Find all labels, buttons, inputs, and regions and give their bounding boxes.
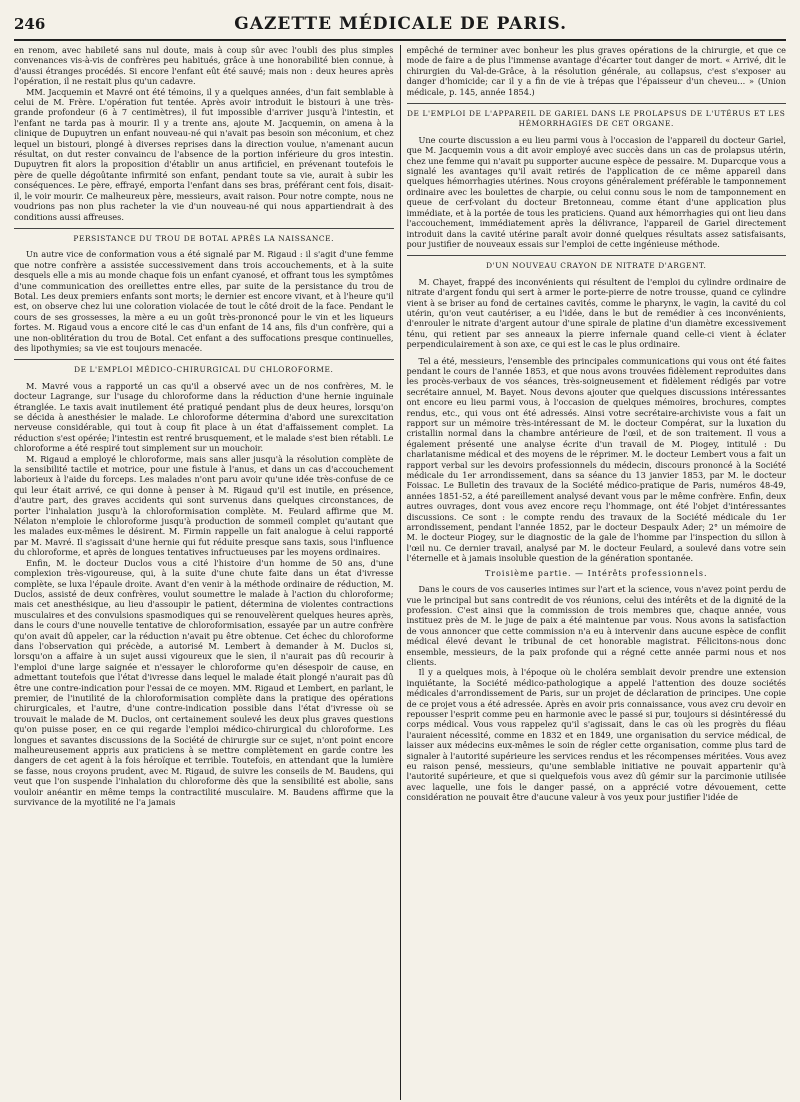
paragraph: en renom, avec habileté sans nul doute, mais à coup sûr avec l'oubli des plus simples convenances vis-à-vis de confrères peu habitués, grâce à une honorabilité bien connue, à d'aussi étranges procédés. Si encore l'enfant eût été sauvé; mais non : deux heures après l'opération, il ne restait plus qu'un cadavre. [14,45,394,87]
paragraph: Dans le cours de vos causeries intimes sur l'art et la science, vous n'avez point perdu de vue le principal but sans contredit de vos réunions, celui des intérêts et de la dignité de la profession. C'est ainsi que la commission de trois membres que, chaque année, vous instituez près de M. le juge de paix a été maintenue par vous. Nous avons la satisfaction de vous annoncer que cette commission n'a eu à intervenir dans aucune espèce de conflit médical élevé devant le tribunal de cet honorable magistrat. Félicitons-nous donc ensemble, messieurs, de la paix profonde qui a régné cette année parmi nous et nos clients. [406,584,786,667]
column-divider [400,45,401,1100]
page-number: 246 [14,15,46,33]
journal-title: GAZETTE MÉDICALE DE PARIS. [234,14,567,34]
paragraph: Une courte discussion a eu lieu parmi vous à l'occasion de l'appareil du docteur Gariel, que M. Jacquemin vous a dit avoir employé avec succès dans un cas de prolapsus utérin, chez une femme qui n'avait pu supporter aucune espèce de pessaire. M. Duparcque vous a signalé les avantages qu'il avait retirés de l'application de ce même appareil dans quelques hémorrhagies utérines. Nous croyons généralement préférable le tamponnement ordinaire avec les boulettes de charpie, ou celui connu sous le nom de tamponnement en queue de cerf-volant du docteur Bretonneau, comme étant d'une application plus immédiate, et à la portée de tous les praticiens. Quand aux hémorrhagies qui ont lieu dans l'accouchement, immédiatement après la délivrance, l'appareil de Gariel directement introduit dans la cavité utérine paraît avoir donné quelques résultats assez satisfaisants, pour justifier de nouveaux essais sur l'emploi de cette ingénieuse méthode. [406,134,786,249]
two-column-body [14,45,786,1100]
section-heading-chloroforme: DE L'EMPLOI MÉDICO-CHIRURGICAL DU CHLOROFORME. [14,359,394,375]
right-column [407,45,787,1100]
paragraph: Enfin, M. le docteur Duclos vous a cité l'histoire d'un homme de 50 ans, d'une complexion très-vigoureuse, qui, à la suite d'une chute faite dans un état d'ivresse complète, se luxa l'épaule droite. Avant d'en venir à la méthode ordinaire de réduction, M. Duclos, assisté de deux confrères, voulut soumettre le malade à l'action du chloroforme; mais cet anesthésique, au lieu d'assoupir le patient, détermina de violentes contractions musculaires et des convulsions spasmodiques qui se renouvelèrent quelques heures après, dans le cours d'une nouvelle tentative de chloroformisation, essayée par un autre confrère qu'on avait dû appeler, car la réduction n'avait pu être obtenue. Cet échec du chloroforme dans l'observation qui précède, a autorisé M. Lembert à demander à M. Duclos si, lorsqu'on a affaire à un sujet aussi vigoureux que le sien, il n'aurait pas dû recourir à l'emploi d'une large saignée et n'essayer le chloroforme qu'en désespoir de cause, en admettant toutefois que l'état d'ivresse dans lequel le malade était plongé n'aurait pas dû être une contre-indication pour l'essai de ce moyen. MM. Rigaud et Lembert, en parlant, le premier, de l'inutilité de la chloroformisation complète dans la pratique des opérations chirurgicales, et l'autre, d'une contre-indication possible dans l'état d'ivresse où se trouvait le malade de M. Duclos, ont certainement soulevé les deux plus graves questions qu'on puisse poser, en ce qui regarde l'emploi médico-chirurgical du chloroforme. Les longues et savantes discussions de la Société de chirurgie sur ce sujet, n'ont point encore malheureusement appris aux praticiens à se mettre complètement en garde contre les dangers de cet agent à la fois héroïque et terrible. Toutefois, en attendant que la lumière se fasse, nous croyons prudent, avec M. Rigaud, de suivre les conseils de M. Baudens, qui veut que l'on suspende l'inhalation du chloroforme dès que la sensibilité est abolie, sans vouloir anéantir en même temps la contractilité musculaire. M. Baudens affirme que la survivance de la myotilité ne l'a jamais [14,557,394,808]
section-heading-crayon: D'UN NOUVEAU CRAYON DE NITRATE D'ARGENT. [407,255,787,271]
section-heading-botal: PERSISTANCE DU TROU DE BOTAL APRÈS LA NAISSANCE. [14,228,394,244]
part-heading: Troisième partie. — Intérêts professionnels. [484,568,708,578]
paragraph: empêché de terminer avec bonheur les plus graves opérations de la chirurgie, et que ce mode de faire a de plus l'immense avantage d'écarter tout danger de mort. « Arrivé, dit le chirurgien du Val-de-Grâce, à la résolution générale, au collapsus, c'est s'exposer au danger d'homicide; car il y a fin de vie à trépas que l'épaisseur d'un cheveu... » (Union médicale, p. 145, année 1854.) [406,45,786,97]
paragraph: Tel a été, messieurs, l'ensemble des principales communications qui vous ont été faites pendant le cours de l'année 1853, et que nous avons trouvées fidèlement reproduites dans les procès-verbaux de vos séances, très-soigneusement et fidèlement rédigés par votre secrétaire annuel, M. Bayet. Nous devons ajouter que quelques discussions intéressantes ont encore eu lieu parmi vous, à l'occasion de quelques mémoires, brochures, comptes rendus, etc., qui vous ont été adressés. Ainsi votre secrétaire-archiviste vous a fait un rapport sur un mémoire très-intéressant de M. le docteur Compérat, sur la luxation du cristallin normal dans la chambre antérieure de l'œil, et de son traitement. Il vous a également présenté une analyse écrite d'un travail de M. Piogey, intitulé : Du charlatanisme médical et des moyens de le réprimer. M. le docteur Lembert vous a fait un rapport verbal sur les devoirs professionnels du médecin, discours prononcé à la Société médicale du 1er arrondissement, dans sa séance du 13 janvier 1853, par M. le docteur Foissac. Le Bulletin des travaux de la Société médico-pratique de Paris, numéros 48-49, années 1851-52, a été pareillement analysé devant vous par le même confrère. Enfin, deux autres ouvrages, dont vous avez encore reçu l'hommage, ont été l'objet d'intéressantes discussions. Ce sont : le compte rendu des travaux de la Société médicale du 1er arrondissement, pendant l'année 1852, par le docteur Despaulx Ader; 2° un mémoire de M. le docteur Piogey, sur le diagnostic de la gale de l'homme par l'inspection du sillon à l'œil nu. Ce dernier travail, analysé par M. le docteur Feulard, a soulevé dans votre sein l'éternelle et à jamais insoluble question de la génération spontanée. [406,355,786,564]
paragraph: M. Mavré vous a rapporté un cas qu'il a observé avec un de nos confrères, M. le docteur Lagrange, sur l'usage du chloroforme dans la réduction d'une hernie inguinale étranglée. Le taxis avait inutilement été pratiqué pendant plus de deux heures, lorsqu'on se décida à anesthésier le malade. Le chloroforme détermina d'abord une surexcitation nerveuse considérable, qui tout à coup fit place à un état d'affaissement complet. La réduction s'est opérée; l'intestin est rentré brusquement, et le malade s'est bien rétabli. Le chloroforme a été respiré tout simplement sur un mouchoir. [14,380,394,454]
left-column [14,45,394,1100]
paragraph: Il y a quelques mois, à l'époque où le choléra semblait devoir prendre une extension inquiétante, la Société médico-pathologique a appelé l'attention des douze sociétés médicales d'arrondissement de Paris, sur un projet de déclaration de principes. Une copie de ce projet vous a été adressée. Après en avoir pris connaissance, vous avez cru devoir en repousser l'esprit comme peu en harmonie avec le passé si pur, toujours si désintéressé du corps médical. Vous vous rappelez qu'il s'agissait, dans le cas où les progrès du fléau l'auraient nécessité, comme en 1832 et en 1849, une organisation du service médical, de laisser aux médecins eux-mêmes le soin de régler cette organisation, comme plus tard de signaler à l'autorité supérieure les services rendus et les récompenses méritées. Vous avez eu raison pensé, messieurs, qu'une semblable initiative ne pouvait appartenir qu'à l'autorité supérieure, et que si quelquefois vous avez dû gémir sur la parcimonie utilisée avec laquelle, une fois le danger passé, on a apprécié votre dévouement, cette considération ne pouvait être d'aucune valeur à vos yeux pour justifier l'idée de [406,667,786,803]
paragraph: Un autre vice de conformation vous a été signalé par M. Rigaud : il s'agit d'une femme que notre confrère a assistée successivement dans trois accouchements, et à la suite desquels elle a mis au monde chaque fois un enfant cyanosé, et offrant tous les symptômes d'une communication des oreillettes entre elles, par suite de la persistance du trou de Botal. Les deux premiers enfants sont morts; le dernier est encore vivant, et à l'heure qu'il est, on observe chez lui une coloration violacée de tout le côté droit de la face. Pendant le cours de ses grossesses, la mère a eu un goût très-prononcé pour le vin et les liqueurs fortes. M. Rigaud vous a encore cité le cas d'un enfant de 14 ans, fils d'un confrère, qui a une non-oblitération du trou de Botal. Cet enfant a des suffocations presque continuelles, des lipothymies; sa vie est toujours menacée. [14,249,394,353]
paragraph: MM. Jacquemin et Mavré ont été témoins, il y a quelques années, d'un fait semblable à celui de M. Frère. L'opération fut tentée. Après avoir introduit le bistouri à une très-grande profondeur (6 à 7 centimètres), il fut impossible d'arriver jusqu'à l'intestin, et l'enfant ne tarda pas à mourir. Il y a trente ans, ajoute M. Jacquemin, on amena à la clinique de Dupuytren un enfant nouveau-né qui n'avait pas besoin son méconium, et chez lequel un bistouri, plongé à diverses reprises dans la direction voulue, n'amenant aucun résultat, on dut rester convaincu de l'absence de la portion inférieure du gros intestin. Dupuytren fit alors la proposition d'établir un anus artificiel, en prévenant toutefois le père de quelle dégoûtante infirmité son enfant, pendant toute sa vie, aurait à subir les conséquences. Le père, effrayé, emporta l'enfant dans ses bras, préférant cent fois, disait-il, le voir mourir. Ce malheureux père, messieurs, avait raison. Pour notre compte, nous ne voudrions pas non plus racheter la vie d'un nouveau-né qui nous appartiendrait à des conditions aussi affreuses. [14,86,394,222]
paragraph: M. Rigaud a employé le chloroforme, mais sans aller jusqu'à la résolution complète de la sensibilité tactile et motrice, pour une fistule à l'anus, et dans un cas d'accouchement laborieux à l'aide du forceps. Les malades n'ont paru avoir qu'une idée très-confuse de ce qui leur était arrivé, ce qui donne à penser à M. Rigaud qu'il est inutile, en présence, d'autre part, des graves accidents qui sont survenus dans quelques circonstances, de porter l'inhalation jusqu'à la chloroformisation complète. M. Feulard affirme que M. Nélaton n'emploie le chloroforme jusqu'à production de sommeil complet qu'autant que les malades eux-mêmes le désirent. M. Firmin rappelle un fait analogue à celui rapporté par M. Mavré. Il s'agissait d'une hernie qui fut réduite presque sans taxis, sous l'influence du chloroforme, et après de longues tentatives infructueuses par les moyens ordinaires. [14,453,394,558]
section-heading-gariel: DE L'EMPLOI DE L'APPAREIL DE GARIEL DANS LE PROLAPSUS DE L'UTÉRUS ET LES HÉMORRHAGIES DE CET ORGANE. [407,103,787,130]
header-rule [14,39,786,41]
running-header [14,14,786,36]
paragraph: M. Chayet, frappé des inconvénients qui résultent de l'emploi du cylindre ordinaire de nitrate d'argent fondu qui sert à armer le porte-pierre de notre trousse, quand ce cylindre vient à se briser au fond de certaines cavités, comme le pharynx, le vagin, la cavité du col utérin, qu'on veut cautériser, a eu l'idée, dans le but de remédier à ces inconvénients, d'enrouler le nitrate d'argent autour d'une spirale de platine d'un diamètre excessivement ténu, qui retient par ses anneaux la pierre infernale quand celle-ci vient à éclater perpendiculairement à son axe, ce qui est le cas le plus ordinaire. [406,276,786,350]
